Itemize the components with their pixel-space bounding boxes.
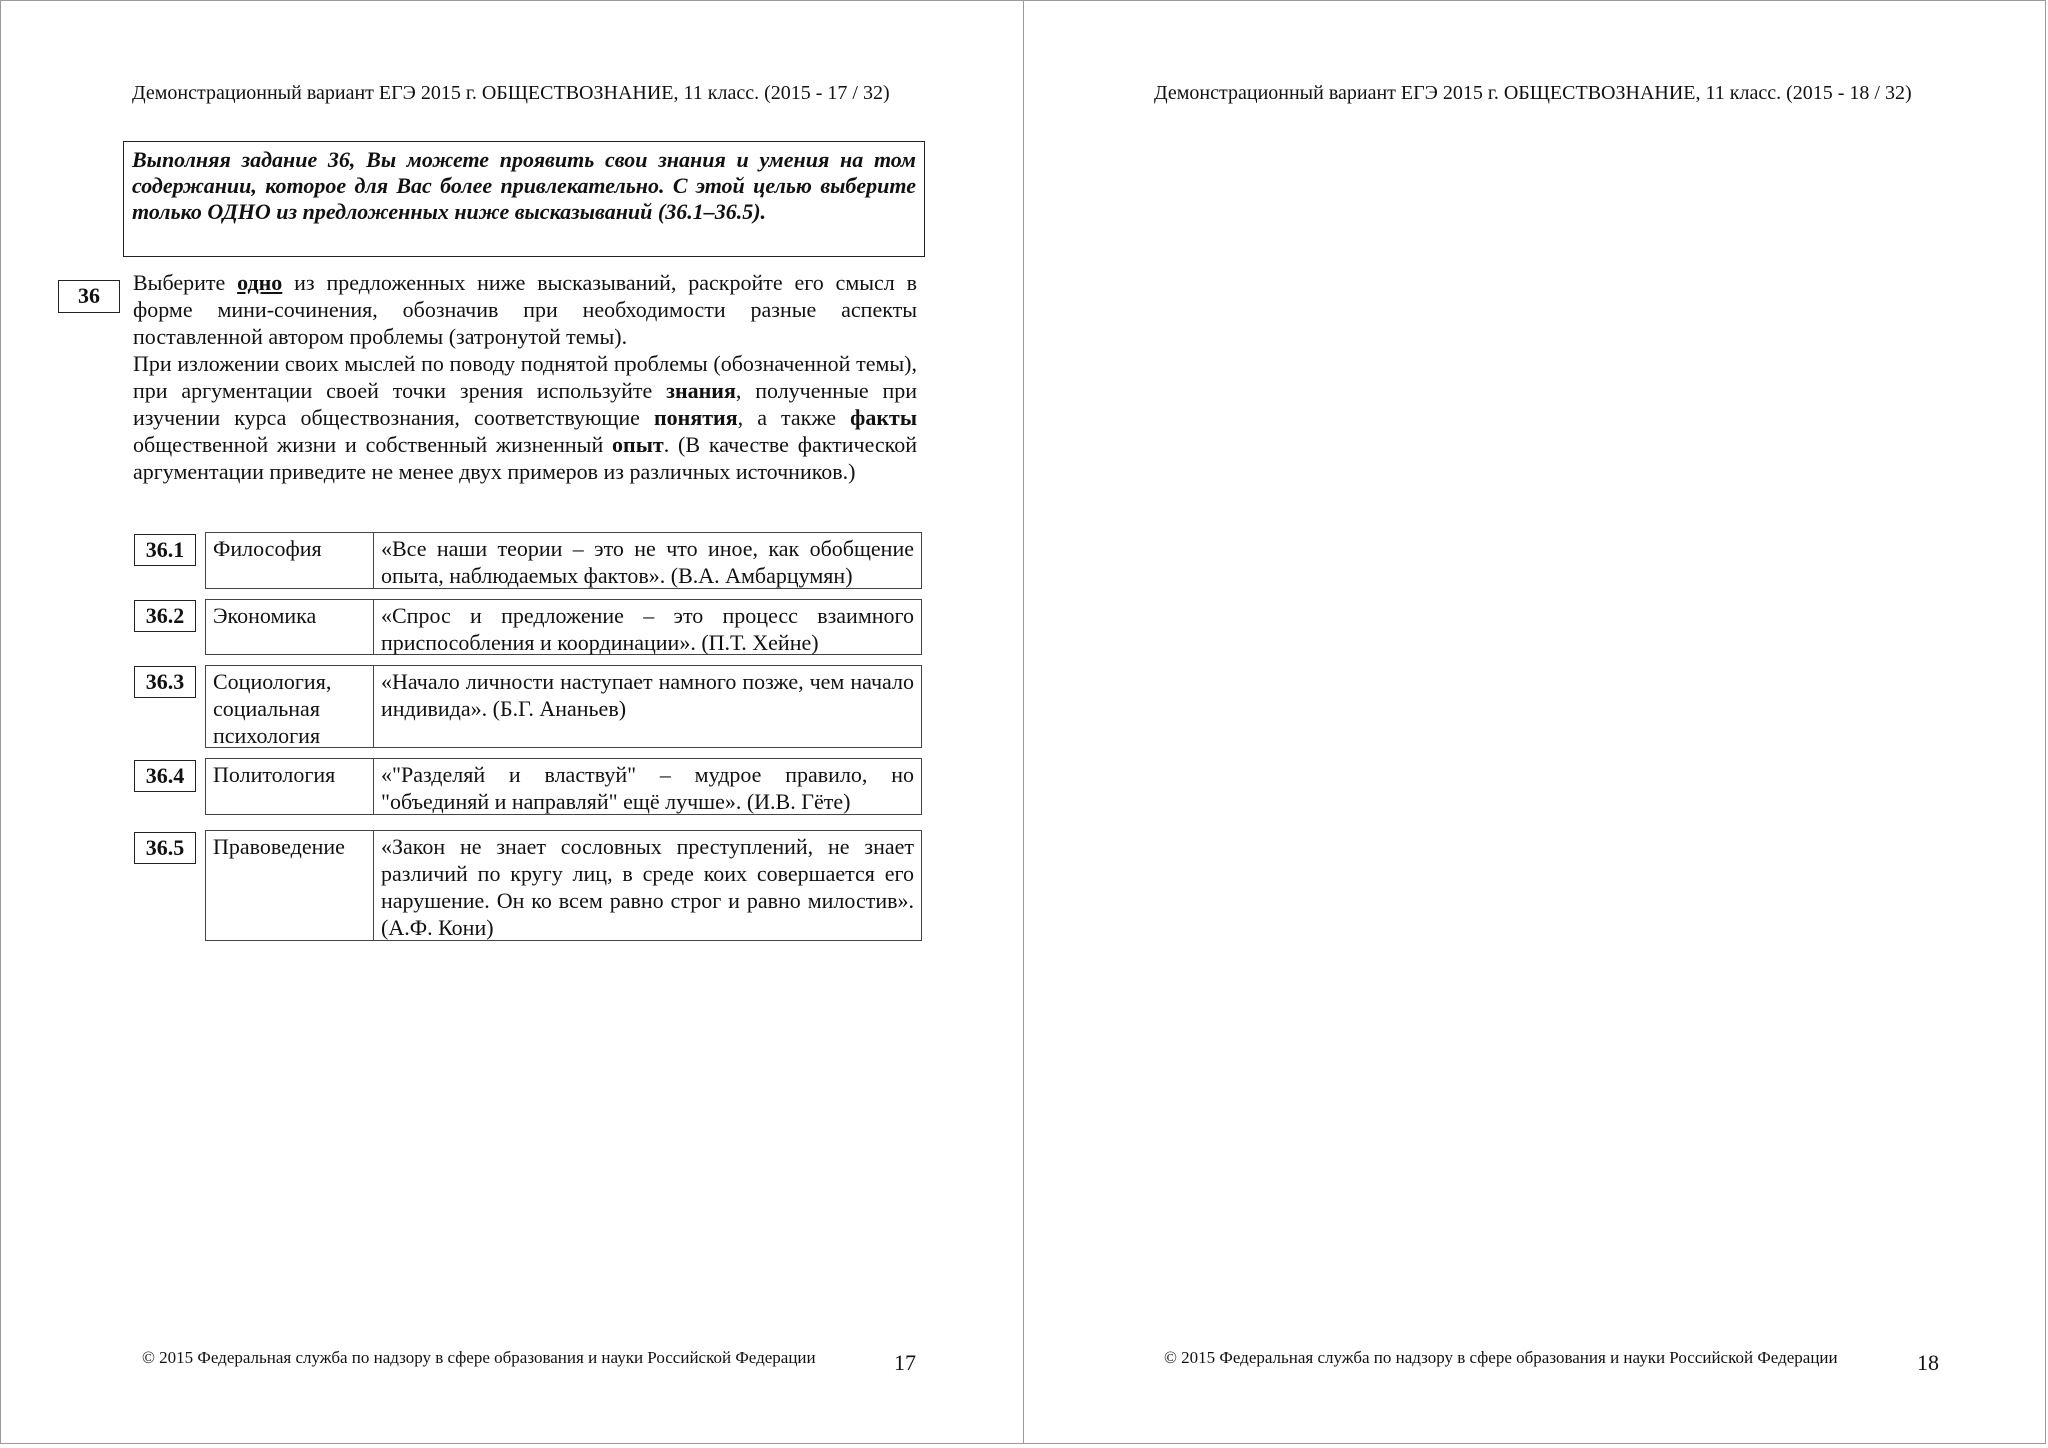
option-36-1 (205, 532, 922, 589)
option-quote: «"Разделяй и властвуй" – мудрое правило, но "объединяй и направляй" ещё лучше». (И.В. Гёте) (381, 762, 914, 814)
page-number: 18 (1917, 1350, 1939, 1375)
instruction-paragraph-1: Выберите одно из предложенных ниже высказываний, раскройте его смысл в форме мини-сочинения, обозначив при необходимости разные аспекты поставленной автором проблемы (затронутой темы). (133, 270, 917, 349)
option-36-5 (205, 830, 922, 941)
option-quote: «Начало личности наступает намного позже, чем начало индивида». (Б.Г. Ананьев) (381, 669, 914, 721)
option-36-3 (205, 665, 922, 748)
instruction-paragraph-2: При изложении своих мыслей по поводу поднятой проблемы (обозначенной темы), при аргументации своей точки зрения используйте знания, полученные при изучении курса обществознания, соответствующие понятия, а также факты общественной жизни и собственный жизненный опыт. (В качестве фактической аргументации приведите не менее двух примеров из различных источников.) (133, 351, 918, 484)
option-36-2 (205, 599, 922, 655)
option-quote: «Все наши теории – это не что иное, как обобщение опыта, наблюдаемых фактов». (В.А. Амбарцумян) (381, 536, 914, 588)
option-number-36-2: 36.2 (134, 600, 196, 632)
option-subject: Экономика (206, 600, 374, 654)
option-number-36-3: 36.3 (134, 666, 196, 698)
option-number-36-1: 36.1 (134, 534, 196, 566)
page-footer: © 2015 Федеральная служба по надзору в сфере образования и науки Российской Федерации (1164, 1348, 1838, 1367)
page-right (1024, 0, 2046, 1444)
option-subject: Философия (206, 533, 374, 588)
page-header: Демонстрационный вариант ЕГЭ 2015 г. ОБЩЕСТВОЗНАНИЕ, 11 класс. (2015 - 18 / 32) (1154, 82, 1912, 104)
task-number-box: 36 (58, 280, 120, 313)
option-subject: Правоведение (206, 831, 374, 940)
option-quote: «Спрос и предложение – это процесс взаимного приспособления и координации». (П.Т. Хейне) (381, 603, 914, 655)
option-subject: Социология, социальная психология (206, 666, 374, 747)
option-number-36-5: 36.5 (134, 832, 196, 864)
option-subject: Политология (206, 759, 374, 814)
page-footer: © 2015 Федеральная служба по надзору в сфере образования и науки Российской Федерации (142, 1348, 816, 1367)
page-header: Демонстрационный вариант ЕГЭ 2015 г. ОБЩЕСТВОЗНАНИЕ, 11 класс. (2015 - 17 / 32) (132, 82, 890, 104)
page-number: 17 (894, 1350, 916, 1375)
task-instructions (133, 269, 917, 485)
option-36-4 (205, 758, 922, 815)
option-number-36-4: 36.4 (134, 760, 196, 792)
option-quote: «Закон не знает сословных преступлений, не знает различий по кругу лиц, в среде коих совершается его нарушение. Он ко всем равно строг и равно милостив». (А.Ф. Кони) (381, 834, 914, 940)
task-notice-box: Выполняя задание 36, Вы можете проявить свои знания и умения на том содержании, которое для Вас более привлекательно. С этой целью выберите только ОДНО из предложенных ниже высказываний (36.1–36.5). (123, 141, 925, 257)
page-left (0, 0, 1023, 1444)
